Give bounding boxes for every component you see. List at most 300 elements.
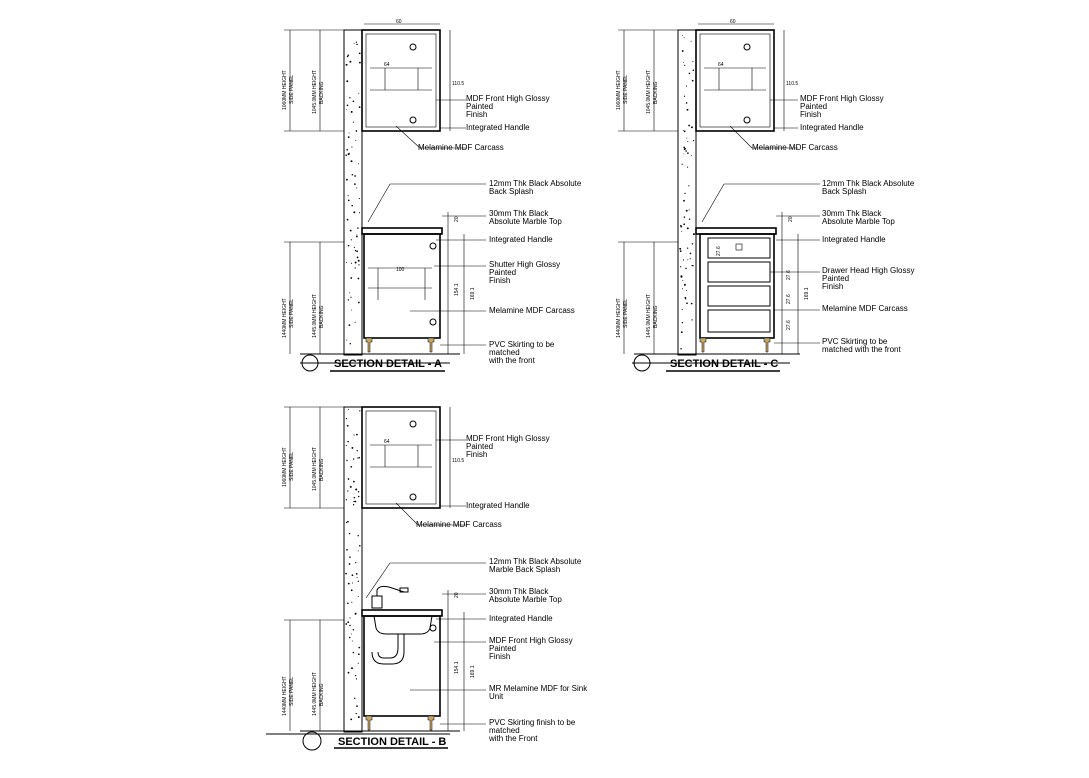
wall-hatch-dot (680, 266, 681, 267)
callout-label: 30mm Thk Black Absolute Marble Top (489, 209, 562, 226)
wall-hatch-dot (681, 231, 682, 232)
wall-hatch-dot (348, 200, 350, 202)
section-a-upper-cabinet (362, 30, 440, 131)
wall-hatch-dot (683, 130, 684, 131)
wall-hatch-dot (356, 678, 357, 679)
svg-text:110.5: 110.5 (786, 81, 799, 87)
sink-trap-icon (378, 634, 398, 658)
svg-text:27.6: 27.6 (786, 320, 792, 330)
wall-hatch-dot (355, 262, 357, 264)
wall-hatch-dot (691, 303, 693, 305)
wall-hatch-dot (355, 322, 356, 323)
wall-hatch-dot (358, 278, 360, 280)
svg-text:BACKING: BACKING (319, 305, 325, 328)
callout-label: MR Melamine MDF for Sink Unit (489, 684, 588, 701)
wall-hatch-dot (359, 410, 360, 411)
section-c-callouts (752, 94, 915, 354)
wall-hatch-dot (348, 245, 350, 247)
section-c-drawer-4 (708, 310, 770, 332)
wall-hatch-dot (680, 250, 682, 252)
wall-hatch-dot (683, 153, 684, 154)
wall-hatch-dot (352, 583, 353, 584)
wall-hatch-dot (691, 126, 693, 128)
wall-hatch-dot (357, 458, 358, 459)
wall-hatch-dot (351, 263, 352, 264)
wall-hatch-dot (356, 573, 358, 575)
wall-hatch-dot (681, 331, 683, 333)
wall-hatch-dot (358, 550, 359, 551)
wall-hatch-dot (356, 234, 357, 235)
wall-hatch-dot (355, 267, 356, 268)
section-b-wall (344, 407, 362, 732)
wall-hatch-dot (348, 409, 349, 410)
svg-text:BACKING: BACKING (319, 683, 325, 706)
wall-hatch-dot (684, 96, 685, 97)
wall-hatch-dot (351, 447, 353, 449)
callout-label: Integrated Handle (466, 501, 530, 510)
wall-hatch-dot (358, 457, 360, 459)
section-b-handle-icon (410, 421, 416, 427)
wall-hatch-dot (683, 223, 685, 225)
wall-hatch-dot (349, 556, 351, 558)
wall-hatch-dot (684, 37, 685, 38)
wall-hatch-dot (346, 149, 348, 151)
wall-hatch-dot (349, 324, 351, 326)
wall-hatch-dot (350, 277, 352, 279)
section-a (282, 19, 582, 371)
wall-hatch-dot (358, 264, 359, 265)
wall-hatch-dot (354, 435, 355, 436)
wall-hatch-dot (347, 219, 348, 220)
wall-hatch-dot (684, 216, 685, 217)
wall-hatch-dot (358, 716, 360, 718)
callout-label: Integrated Handle (489, 614, 553, 623)
callout-label: PVC Skirting to be matched with the front (822, 337, 901, 354)
wall-hatch-dot (356, 130, 358, 132)
wall-hatch-dot (682, 164, 683, 165)
svg-text:20: 20 (454, 216, 460, 222)
wall-hatch-dot (347, 490, 348, 491)
wall-hatch-dot (355, 489, 357, 491)
wall-hatch-dot (686, 138, 687, 139)
wall-hatch-dot (346, 522, 347, 523)
callout-label: 12mm Thk Black Absolute Back Splash (822, 179, 915, 196)
wall-hatch-dot (693, 265, 694, 266)
section-b-marble-top (362, 610, 442, 616)
wall-hatch-dot (355, 501, 357, 503)
callout-label: MDF Front High Glossy Painted Finish (466, 434, 550, 459)
callout-label: MDF Front High Glossy Painted Finish (800, 94, 884, 119)
svg-text:SIDE PANEL: SIDE PANEL (289, 451, 295, 481)
wall-hatch-dot (350, 343, 351, 344)
callout-label: 12mm Thk Black Absolute Back Splash (489, 179, 582, 196)
wall-hatch-dot (352, 174, 354, 176)
wall-hatch-dot (687, 247, 688, 248)
callout-label: 12mm Thk Black Absolute Marble Back Splash (489, 557, 582, 574)
callout-label: Integrated Handle (822, 235, 886, 244)
svg-text:BACKING: BACKING (319, 458, 325, 481)
wall-hatch-dot (353, 211, 355, 213)
svg-text:1060MM HEIGHT: 1060MM HEIGHT (616, 70, 622, 110)
svg-text:1440MM HEIGHT: 1440MM HEIGHT (282, 676, 288, 716)
wall-hatch-dot (355, 675, 356, 676)
svg-text:BACKING: BACKING (319, 81, 325, 104)
wall-hatch-dot (346, 549, 348, 551)
wall-hatch-dot (351, 239, 352, 240)
wall-hatch-dot (351, 205, 353, 207)
callout-label: MDF Front High Glossy Painted Finish (466, 94, 550, 119)
wall-hatch-dot (683, 200, 685, 202)
svg-text:60: 60 (730, 19, 736, 25)
wall-hatch-dot (356, 713, 357, 714)
wall-hatch-dot (693, 233, 695, 235)
svg-text:64: 64 (384, 439, 390, 445)
wall-hatch-dot (346, 80, 348, 82)
callout-label: Integrated Handle (800, 123, 864, 132)
wall-hatch-dot (348, 583, 350, 585)
wall-hatch-dot (679, 248, 681, 250)
wall-hatch-dot (353, 481, 355, 483)
wall-hatch-dot (358, 596, 359, 597)
section-b-title: SECTION DETAIL - B (338, 736, 447, 748)
svg-text:1445.0MM HEIGHT: 1445.0MM HEIGHT (312, 672, 318, 716)
callout-label: Drawer Head High Glossy Painted Finish (822, 266, 915, 291)
section-b-callouts (416, 434, 588, 743)
wall-hatch-dot (347, 56, 349, 58)
wall-hatch-dot (347, 521, 349, 523)
wall-hatch-dot (689, 218, 690, 219)
wall-hatch-dot (351, 589, 353, 591)
wall-hatch-dot (358, 163, 359, 164)
wall-hatch-dot (346, 179, 348, 181)
svg-text:1445.0MM HEIGHT: 1445.0MM HEIGHT (646, 294, 652, 338)
section-b (266, 407, 588, 750)
svg-text:SIDE PANEL: SIDE PANEL (623, 74, 629, 104)
wall-hatch-dot (347, 602, 349, 604)
wall-hatch-dot (688, 125, 690, 127)
callout-label: Melamine MDF Carcass (418, 143, 504, 152)
wall-hatch-dot (357, 44, 358, 45)
section-a-shelf-dim: 64 (384, 62, 390, 68)
wall-hatch-dot (688, 185, 689, 186)
faucet-icon (372, 586, 408, 608)
wall-hatch-dot (358, 581, 359, 582)
wall-hatch-dot (353, 629, 354, 630)
wall-hatch-dot (685, 268, 687, 270)
svg-text:1440MM HEIGHT: 1440MM HEIGHT (282, 298, 288, 338)
svg-text:169.1: 169.1 (470, 665, 476, 678)
wall-hatch-dot (349, 133, 350, 134)
wall-hatch-dot (682, 322, 683, 323)
svg-text:SIDE PANEL: SIDE PANEL (289, 676, 295, 706)
wall-hatch-dot (352, 641, 353, 642)
section-c-upper-cabinet (696, 30, 774, 131)
wall-hatch-dot (684, 65, 685, 66)
callout-label: 30mm Thk Black Absolute Marble Top (489, 587, 562, 604)
wall-hatch-dot (348, 478, 350, 480)
wall-hatch-dot (347, 441, 349, 443)
wall-hatch-dot (680, 226, 682, 228)
svg-text:169.1: 169.1 (804, 287, 810, 300)
section-a-upper-height: 110.5 (452, 81, 465, 87)
wall-hatch-dot (350, 466, 352, 468)
wall-hatch-dot (350, 486, 352, 488)
section-c-wall (678, 30, 696, 355)
wall-hatch-dot (685, 148, 686, 149)
wall-hatch-dot (346, 445, 347, 446)
wall-hatch-dot (355, 562, 356, 563)
wall-hatch-dot (683, 259, 684, 260)
wall-hatch-dot (346, 262, 347, 263)
wall-hatch-dot (353, 458, 354, 459)
wall-hatch-dot (357, 450, 358, 451)
svg-text:154.1: 154.1 (454, 661, 460, 674)
wall-hatch-dot (684, 131, 686, 133)
wall-hatch-dot (351, 602, 352, 603)
wall-hatch-dot (690, 258, 691, 259)
wall-hatch-dot (687, 227, 689, 229)
wall-hatch-dot (352, 574, 354, 576)
wall-hatch-dot (346, 499, 347, 500)
wall-hatch-dot (356, 187, 357, 188)
callout-label: Melamine MDF Carcass (489, 306, 575, 315)
wall-hatch-dot (691, 155, 692, 156)
wall-hatch-dot (682, 309, 683, 310)
callout-label: Integrated Handle (489, 235, 553, 244)
wall-hatch-dot (682, 280, 683, 281)
wall-hatch-dot (358, 491, 359, 492)
wall-hatch-dot (348, 136, 350, 138)
wall-hatch-dot (349, 533, 350, 534)
wall-hatch-dot (345, 154, 347, 156)
svg-text:1045.0MM HEIGHT: 1045.0MM HEIGHT (312, 447, 318, 491)
wall-hatch-dot (349, 563, 351, 565)
wall-hatch-dot (351, 310, 352, 311)
section-c (616, 19, 915, 371)
wall-hatch-dot (347, 425, 349, 427)
svg-text:1440MM HEIGHT: 1440MM HEIGHT (616, 298, 622, 338)
wall-hatch-dot (346, 460, 347, 461)
section-a-handle-icon (410, 44, 416, 50)
wall-hatch-dot (355, 613, 357, 615)
section-a-lower-cabinet (364, 234, 440, 338)
svg-text:1045.0MM HEIGHT: 1045.0MM HEIGHT (312, 70, 318, 114)
section-a-lower-shelf-dim: 100 (396, 267, 405, 273)
wall-hatch-dot (686, 302, 688, 304)
wall-hatch-dot (353, 652, 354, 653)
wall-hatch-dot (693, 70, 695, 72)
wall-hatch-dot (353, 122, 354, 123)
svg-text:1445.0MM HEIGHT: 1445.0MM HEIGHT (312, 294, 318, 338)
callout-label: Shutter High Glossy Painted Finish (489, 260, 561, 285)
wall-hatch-dot (354, 43, 355, 44)
wall-hatch-dot (686, 290, 687, 291)
wall-hatch-dot (687, 152, 689, 154)
wall-hatch-dot (357, 227, 358, 228)
wall-hatch-dot (684, 193, 685, 194)
wall-hatch-dot (358, 535, 359, 536)
svg-text:BACKING: BACKING (653, 305, 659, 328)
wall-hatch-dot (359, 52, 361, 54)
wall-hatch-dot (691, 41, 692, 42)
wall-hatch-dot (354, 175, 356, 177)
wall-hatch-dot (687, 141, 688, 142)
wall-hatch-dot (682, 288, 683, 289)
wall-hatch-dot (693, 140, 694, 141)
section-a-marble-top (362, 228, 442, 234)
wall-hatch-dot (682, 50, 684, 52)
callout-label: Melamine MDF Carcass (822, 304, 908, 313)
wall-hatch-dot (349, 637, 351, 639)
wall-hatch-dot (680, 348, 681, 349)
wall-hatch-dot (349, 625, 350, 626)
callout-label: Melamine MDF Carcass (752, 143, 838, 152)
wall-hatch-dot (692, 243, 693, 244)
svg-text:27.6: 27.6 (786, 270, 792, 280)
wall-hatch-dot (358, 663, 359, 664)
wall-hatch-dot (357, 577, 358, 578)
section-a-leg-left (366, 338, 372, 352)
wall-hatch-dot (350, 297, 351, 298)
wall-hatch-dot (350, 230, 352, 232)
wall-hatch-dot (689, 73, 691, 75)
wall-hatch-dot (684, 284, 686, 286)
svg-text:SIDE PANEL: SIDE PANEL (623, 298, 629, 328)
wall-hatch-dot (687, 109, 689, 111)
wall-hatch-dot (359, 106, 361, 108)
wall-hatch-dot (359, 212, 360, 213)
callout-label: MDF Front High Glossy Painted Finish (489, 636, 573, 661)
wall-hatch-dot (348, 153, 350, 155)
wall-hatch-dot (348, 672, 350, 674)
wall-hatch-dot (359, 198, 360, 199)
wall-hatch-dot (686, 102, 688, 104)
svg-text:27.6: 27.6 (716, 246, 722, 256)
wall-hatch-dot (689, 209, 690, 210)
wall-hatch-dot (353, 504, 354, 505)
svg-text:20: 20 (454, 592, 460, 598)
wall-hatch-dot (685, 297, 687, 299)
wall-hatch-dot (354, 698, 355, 699)
svg-text:SIDE PANEL: SIDE PANEL (289, 74, 295, 104)
wall-hatch-dot (358, 496, 360, 498)
wall-hatch-dot (691, 319, 692, 320)
wall-hatch-dot (351, 147, 352, 148)
svg-text:154.1: 154.1 (454, 283, 460, 296)
wall-hatch-dot (354, 497, 356, 499)
wall-hatch-dot (358, 653, 360, 655)
wall-hatch-dot (349, 61, 351, 63)
wall-hatch-dot (687, 259, 688, 260)
wall-hatch-dot (686, 210, 688, 212)
wall-hatch-dot (359, 545, 361, 547)
sink-bowl (374, 616, 432, 634)
wall-hatch-dot (354, 183, 356, 185)
wall-hatch-dot (358, 302, 360, 304)
wall-hatch-dot (356, 250, 358, 252)
section-a-wall (344, 30, 362, 355)
svg-text:1060MM HEIGHT: 1060MM HEIGHT (282, 447, 288, 487)
wall-hatch-dot (351, 160, 353, 162)
section-c-drawer-3 (708, 286, 770, 306)
callout-label: 30mm Thk Black Absolute Marble Top (822, 209, 895, 226)
wall-hatch-dot (349, 292, 350, 293)
wall-hatch-dot (350, 718, 352, 720)
svg-text:110.5: 110.5 (452, 458, 465, 464)
wall-hatch-dot (348, 195, 349, 196)
wall-hatch-dot (351, 111, 353, 113)
wall-hatch-dot (346, 339, 347, 340)
section-b-upper-cabinet (362, 407, 440, 508)
svg-text:1060MM HEIGHT: 1060MM HEIGHT (282, 70, 288, 110)
wall-hatch-dot (346, 64, 348, 66)
callout-label: PVC Skirting to be matched with the front (489, 340, 555, 365)
section-a-title: SECTION DETAIL - A (334, 358, 442, 370)
wall-hatch-dot (358, 260, 360, 262)
wall-hatch-dot (348, 299, 349, 300)
section-c-handle-icon (744, 44, 750, 50)
wall-hatch-dot (359, 62, 361, 64)
wall-hatch-dot (351, 633, 352, 634)
svg-text:20: 20 (788, 216, 794, 222)
section-a-leg-right (428, 338, 434, 352)
section-c-marble-top (696, 228, 776, 234)
svg-text:SIDE PANEL: SIDE PANEL (289, 298, 295, 328)
wall-hatch-dot (358, 647, 360, 649)
wall-hatch-dot (356, 236, 358, 238)
wall-hatch-dot (680, 275, 682, 277)
section-c-title: SECTION DETAIL - C (670, 358, 779, 370)
wall-hatch-dot (353, 100, 355, 102)
wall-hatch-dot (686, 86, 687, 87)
wall-hatch-dot (692, 80, 694, 82)
wall-hatch-dot (349, 97, 350, 98)
wall-hatch-dot (355, 140, 356, 141)
wall-hatch-dot (356, 42, 357, 43)
wall-hatch-dot (347, 104, 349, 106)
wall-hatch-dot (682, 35, 683, 36)
section-b-marker-icon (303, 732, 321, 750)
wall-hatch-dot (355, 250, 356, 251)
wall-hatch-dot (683, 62, 684, 63)
wall-hatch-dot (358, 93, 359, 94)
wall-hatch-dot (353, 501, 354, 502)
wall-hatch-dot (347, 621, 349, 623)
wall-hatch-dot (345, 623, 347, 625)
svg-text:64: 64 (718, 62, 724, 68)
svg-text:27.6: 27.6 (786, 294, 792, 304)
wall-hatch-dot (357, 257, 359, 259)
callout-label: Melamine MDF Carcass (416, 520, 502, 529)
wall-hatch-dot (356, 434, 358, 436)
svg-text:1045.0MM HEIGHT: 1045.0MM HEIGHT (646, 70, 652, 114)
svg-text:BACKING: BACKING (653, 81, 659, 104)
callout-label: PVC Skirting finish to be matched with the Front (489, 718, 576, 743)
section-c-drawer-2 (708, 262, 770, 282)
wall-hatch-dot (687, 167, 688, 168)
wall-hatch-dot (346, 418, 347, 419)
wall-hatch-dot (345, 573, 347, 575)
svg-text:169.1: 169.1 (470, 287, 476, 300)
wall-hatch-dot (356, 705, 358, 707)
wall-hatch-dot (683, 147, 685, 149)
wall-hatch-dot (346, 109, 347, 110)
wall-hatch-dot (354, 247, 355, 248)
wall-hatch-dot (349, 617, 350, 618)
wall-hatch-dot (692, 61, 693, 62)
section-a-upper-width: 60 (396, 19, 402, 25)
callout-label: Integrated Handle (466, 123, 530, 132)
